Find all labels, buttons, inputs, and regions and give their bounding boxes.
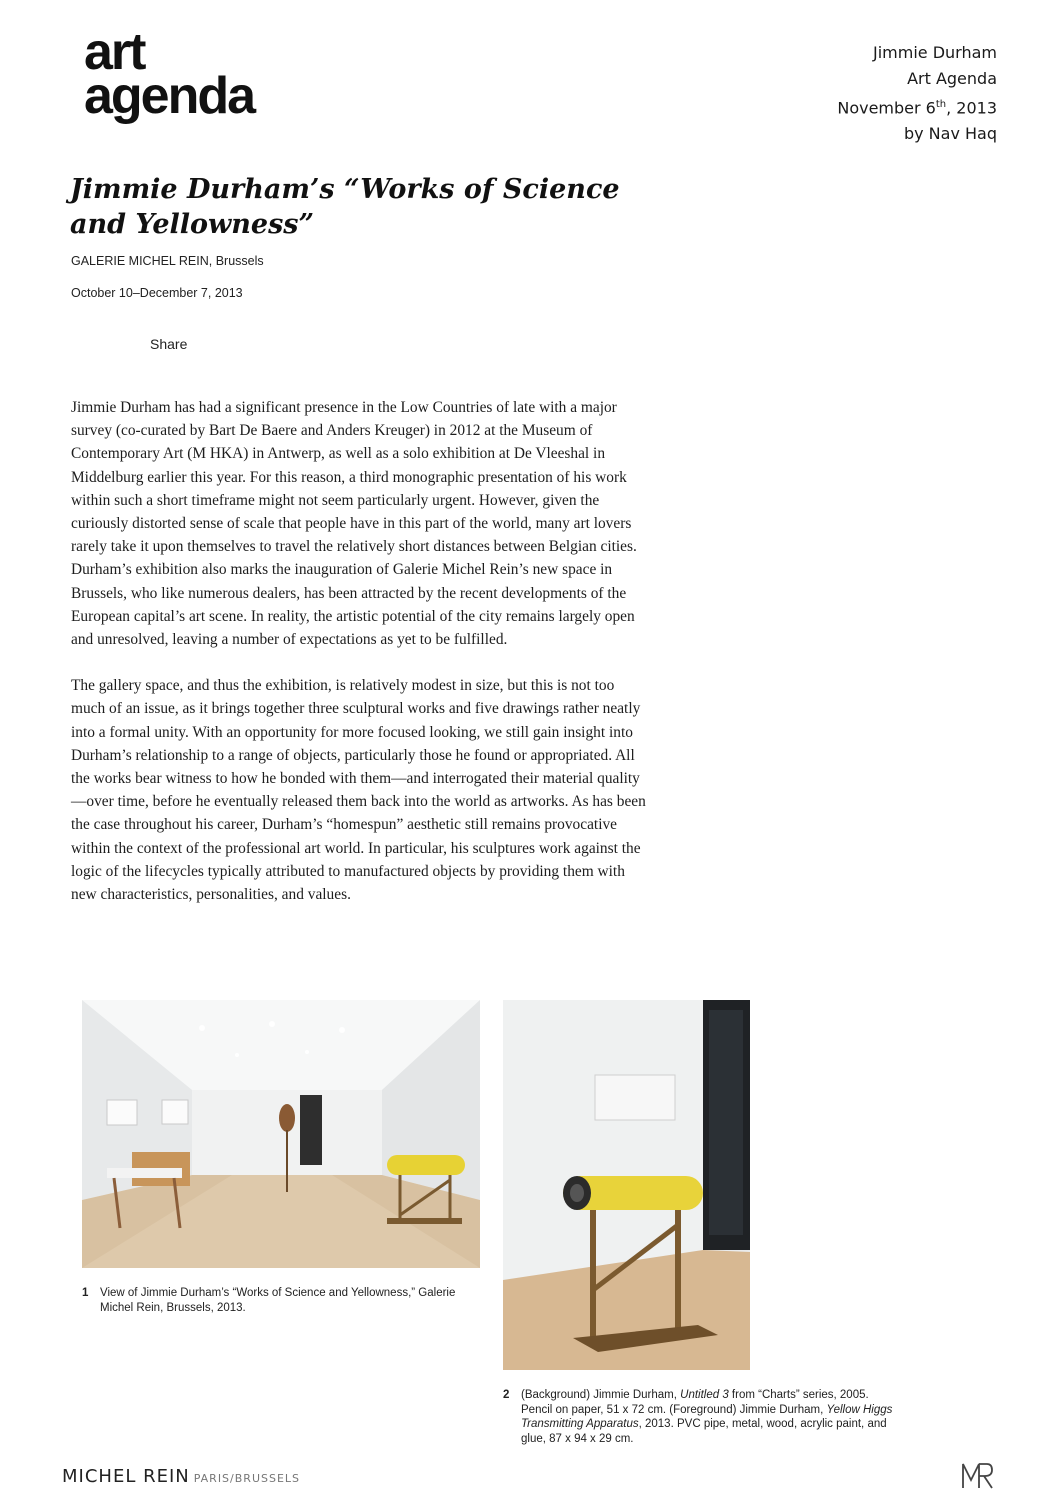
gallery-name: MICHEL REIN [62, 1466, 190, 1487]
article-body [71, 396, 646, 929]
share-link[interactable]: Share [150, 336, 188, 352]
gallery-cities: PARIS/BRUSSELS [193, 1472, 301, 1485]
caption-number: 1 [82, 1287, 89, 1299]
meta-publication: Art Agenda [907, 69, 997, 88]
caption-text: (Background) Jimmie Durham, Untitled 3 from “Charts” series, 2005. Pencil on paper, 51 x 72 cm. (Foreground) Jimmie Durham, Yellow Higgs Transmitting Apparatus, 2013. PVC pipe, metal, wood, acrylic paint, and glue, 87 x 94 x 29 cm. [521, 1389, 893, 1445]
caption-text: View of Jimmie Durham’s “Works of Science and Yellowness,” Galerie Michel Rein, Brussels, 2013. [100, 1287, 456, 1314]
meta-artist: Jimmie Durham [873, 43, 997, 62]
paragraph-2: The gallery space, and thus the exhibition, is relatively modest in size, but this is not too much of an issue, as it brings together three sculptural works and five drawings rather neatly into a formal unity. With an opportunity for more focused looking, we still gain insight into Durham’s relationship to a range of objects, particularly those he found or appropriated. All the works bear witness to how he bonded with them—and interrogated their material quality—over time, before he eventually released them back into the world as artworks. As has been the case throughout his career, Durham’s “homespun” aesthetic still remains provocative within the context of the professional art world. In particular, his sculptures work against the logic of the lifecycles typically attributed to manufactured objects by providing them with new characteristics, personalities, and values. [71, 677, 646, 904]
article-dates: October 10–December 7, 2013 [71, 286, 243, 300]
mr-monogram-icon [960, 1458, 994, 1492]
figure-caption-1 [82, 1286, 482, 1315]
logo-line-2: agenda [84, 67, 255, 125]
figure-caption-2 [503, 1388, 903, 1446]
meta-date: November 6th, 2013 [837, 98, 997, 118]
meta-byline: by Nav Haq [903, 124, 997, 144]
paragraph-1: Jimmie Durham has had a significant presence in the Low Countries of late with a major survey (co-curated by Bart De Baere and Anders Kreuger) in 2012 at the Museum of Contemporary Art (M HKA) in Antwerp, as well as a solo exhibition at De Vleeshal in Middelburg earlier this year. For this reason, a third monographic presentation of his work within such a short timeframe might not seem particularly urgent. However, given the curiously distorted sense of scale that people have in this part of the world, many art lovers rarely take it upon themselves to travel the relatively short distances between Belgian cities. Durham’s exhibition also marks the inauguration of Galerie Michel Rein’s new space in Brussels, who like numerous dealers, has been attracted by the recent developments of the European capital’s art scene. In reality, the artistic potential of the city remains largely open and unresolved, leaving a number of expectations as yet to be fulfilled. [71, 399, 637, 649]
article-venue: GALERIE MICHEL REIN, Brussels [71, 254, 264, 268]
caption-number: 2 [503, 1389, 510, 1401]
gallery-footer [62, 1466, 300, 1487]
article-title: Jimmie Durham’s “Works of Science and Yellowness” [70, 174, 620, 240]
document-meta [837, 40, 997, 147]
gallery-view-photo [82, 1000, 480, 1268]
logo-line-1: art [84, 23, 145, 81]
sculpture-photo [503, 1000, 750, 1370]
art-agenda-logo [84, 23, 255, 125]
